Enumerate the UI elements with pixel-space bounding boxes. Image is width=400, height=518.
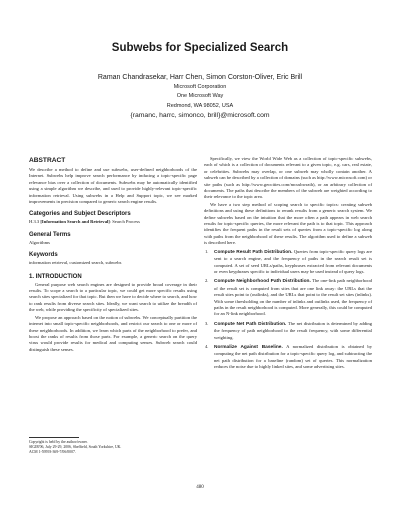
abstract-text: We describe a method to define and use subwebs, user-defined neighborhoods of the Internet. Subwebs help improve search performance by inducing a topic-specific page relevance bias over a collection of documents. Subwebs may be automatically identified using a simple algorithm we describe, and used to provide highly-relevant topic-specific information retrieval. Using subwebs in a Help and Support topic, we see marked improvements in precision compared to generic search engine results. — [29, 167, 197, 205]
right-paragraph-1: Specifically, we view the World Wide Web as a collection of topic-specific subwebs, each of which is a collection of documents relevant to a given topic, e.g. cars, real estate, or celebrities. Subwebs may overlap, or one subweb may wholly contain another. A subweb can be described by a collection of domains (such as http://www.microsoft.com) or site paths (such as http://www.geocities.com/mcusbwrath), or an arbitrary collection of documents. The paths that describe the members of the subweb are weighted according to their relevance to the topic area. — [204, 156, 372, 200]
left-column — [29, 156, 197, 354]
author-address-line1: One Microsoft Way — [176, 93, 224, 99]
list-item-lead: Compute Neighborhood Path Distribution. — [214, 279, 311, 285]
copyright-line-3: ACM 1-59593-369-7/06/0007. — [29, 450, 76, 454]
page-number: 480 — [196, 485, 204, 490]
author-block — [0, 73, 400, 121]
author-organization: Microsoft Corporation — [173, 83, 227, 90]
list-item-lead: Compute Net Path Distribution. — [214, 321, 287, 327]
general-terms-text: Algorithms — [29, 239, 50, 245]
keywords-text: information retrieval, customized search, subwebs — [29, 260, 122, 266]
right-column — [204, 156, 372, 374]
keywords-heading: Keywords — [29, 252, 58, 259]
author-names: Raman Chandrasekar, Harr Chen, Simon Corston-Oliver, Eric Brill — [97, 74, 303, 81]
categories-rest: : Search Process — [109, 219, 140, 225]
abstract-heading: ABSTRACT — [29, 157, 66, 164]
list-item — [205, 278, 372, 317]
list-item — [205, 343, 372, 371]
general-terms-heading: General Terms — [29, 231, 71, 238]
list-item-text: Queries from topic-specific query logs are sent to a search engine, and the frequency of paths in the search result set is computed. A set of seed URLs/paths, keyphrases extracted from relevant documents or even keyphrases specific to individual users may be used instead of query logs. — [214, 248, 372, 274]
copyright-rule — [29, 437, 79, 438]
author-emails: {ramanc, harrc, simonco, brill}@microsoft.com — [130, 112, 270, 119]
list-item-text: The one-link path neighborhood of the result set is computed from sites that are one link away: the URLs that the result sites point to (outlinks), and the URLs that point to the result set sites (inlinks). With some thresholding on the number of inlinks and outlinks used, the frequency of paths in the result neighborhood is computed. More generally, this could be computed for an N-link neighborhood. — [214, 278, 372, 317]
categories-bold: [Information Search and Retrieval] — [40, 219, 110, 225]
copyright-line-1: Copyright is held by the author/owner. — [29, 440, 88, 444]
categories-text — [29, 219, 197, 225]
categories-heading: Categories and Subject Descriptors — [29, 211, 131, 218]
introduction-paragraph-2: We propose an approach based on the notion of subwebs. We conceptually partition the internet into small topic-specific neighborhoods, and restrict our search to one or more of these neighborhoods. In addition, we learn which parts of the neighborhood to prefer, and boost the ranks of results from those parts. For example, a generic search on the query virus would provide results for medical and computing senses. Subweb search could distinguish these senses. — [29, 314, 197, 352]
list-item-number: 2. — [205, 278, 209, 284]
list-item-lead: Compute Result Path Distribution. — [214, 249, 293, 255]
list-item-number: 4. — [205, 343, 209, 349]
introduction-heading: 1. INTRODUCTION — [29, 273, 82, 280]
list-item-lead: Normalize Against Baseline. — [214, 344, 283, 350]
list-item — [205, 320, 372, 341]
list-item-text: A normalized distribution is obtained by computing the net path distribution for a topic-specific query log, and subtracting the net path distribution for a baseline (random) set of queries. This normalization reduces the noise due to highly linked sites, and some advertising sites. — [214, 343, 372, 370]
author-address-line2: Redmond, WA 98052, USA — [166, 102, 234, 109]
list-item-text: The net distribution is determined by adding the frequency of path neighborhood to the result frequency, with some differential weighting. — [214, 320, 372, 340]
categories-code: H.3.3 — [29, 219, 40, 225]
list-item-number: 3. — [205, 320, 209, 326]
paper-title: Subwebs for Specialized Search — [111, 42, 289, 54]
copyright-notice — [29, 437, 197, 455]
right-paragraph-2: We have a two step method of scoping search to specific topics: creating subweb definitions and using these definitions to rerank results from a generic search system. We define subwebs based on the intuition that the more often a path appears in web search results for topic-specific queries, the more relevant the path is to that topic. This approach identifies the frequent paths in the result sets of queries from a topic-specific log along with paths from the neighborhood of these results. The algorithm used to define a subweb is described here. — [204, 201, 372, 246]
algorithm-steps-list — [204, 249, 372, 371]
copyright-line-2: SIGIR'06, July 29-29, 2006, Sheffield, South Yorkshire, UK. — [29, 445, 122, 449]
list-item-number: 1. — [205, 248, 209, 254]
introduction-paragraph-1: General purpose web search engines are designed to provide broad coverage in their results. To scope a search to a particular topic, we could get more specific results using search sites specialized for that topic. But then we have to decide where to search, and how to rank results from diverse search sites. Ideally, we want search to utilize the breadth of the web, while providing the specificity of specialized sites. — [29, 281, 197, 313]
list-item — [205, 248, 372, 276]
